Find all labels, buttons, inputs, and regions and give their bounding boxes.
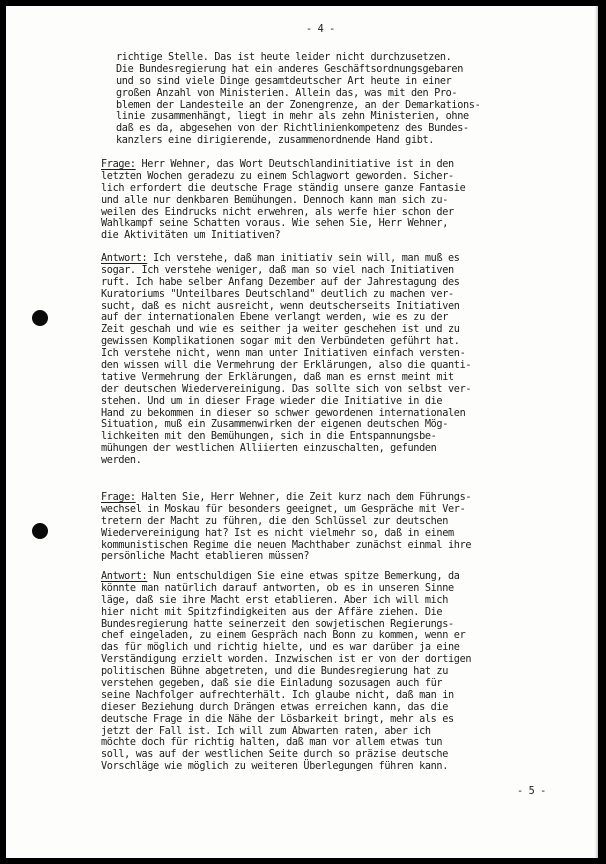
text-line: mühungen der westlichen Alliierten einzuschalten, gefunden — [101, 443, 437, 455]
text-line: politischen Bühne abgetreten, und die Bundesregierung hat zu — [101, 666, 449, 678]
text-line: möchte doch für richtig halten, daß man vor allem etwas tun — [101, 737, 443, 749]
text-line: Wiedervereinigung hat? Ist es nicht vielmehr so, daß in einem — [101, 527, 454, 539]
text-line: Zeit geschah und wie es seither ja weiter geschehen ist und zu — [101, 324, 460, 336]
speaker-label: Frage: — [101, 492, 136, 503]
text-line: weilen des Eindrucks nicht erwehren, als werfe hier schon der — [101, 206, 454, 218]
speaker-label: Antwort: — [101, 571, 148, 582]
text-line — [101, 159, 465, 171]
page-number: - 4 - — [306, 24, 335, 35]
text-line-rest: Herr Wehner, das Wort Deutschlandinitiative ist in den — [135, 159, 454, 170]
text-line: verstehen gegeben, daß sie die Einladung sozusagen auch für — [101, 678, 443, 690]
text-line: den wissen will die Vermehrung der Erklärungen, also die quanti- — [101, 360, 472, 372]
paragraph-continuation — [116, 52, 480, 147]
text-line: linie zusammenhängt, liegt in mehr als zehn Ministerien, ohne — [116, 111, 469, 123]
text-line: soll, was auf der westlichen Seite durch so präzise deutsche — [101, 749, 449, 761]
text-line: Die Bundesregierung hat ein anderes Geschäftsordnungsgebaren — [116, 63, 464, 75]
paragraph-question-2 — [101, 492, 471, 563]
speaker-label: Frage: — [101, 159, 136, 170]
text-line: wechsel in Moskau für besonders geeignet, um Gespräche mit Ver- — [101, 503, 466, 515]
text-line-rest: Nun entschuldigen Sie eine etwas spitze Bemerkung, da — [147, 571, 460, 582]
text-line: Wahlkampf seine Schatten voraus. Wie sehen Sie, Herr Wehner, — [101, 218, 449, 230]
text-line: blemen der Landesteile an der Zonengrenze, an der Demarkations- — [116, 99, 481, 111]
text-line: stehen. Und um in dieser Frage wieder die Initiative in die — [101, 395, 443, 407]
text-line: Verständigung erzielt worden. Inzwischen ist er von der dortigen — [101, 654, 472, 666]
text-line: chef eingeladen, zu einem Gespräch nach Bonn zu kommen, wenn er — [101, 630, 466, 642]
text-line: daß es da, abgesehen von der Richtlinienkompetenz des Bundes- — [116, 123, 469, 135]
text-line: seine Nachfolger aufrechterhält. Ich glaube nicht, daß man in — [101, 689, 454, 701]
text-line: kommunistischen Regime die neuen Machthaber zunächst einmal ihre — [101, 539, 472, 551]
paragraph-answer-1 — [101, 253, 471, 467]
text-line: hier nicht mit Spitzfindigkeiten aus der Affäre ziehen. Die — [101, 606, 443, 618]
speaker-label: Antwort: — [101, 253, 148, 264]
page-edge-shadow — [595, 6, 598, 858]
text-line: Hand zu bekommen in dieser so schwer gewordenen internationalen — [101, 407, 466, 419]
text-line — [101, 253, 471, 265]
text-line: tretern der Macht zu führen, die den Schlüssel zur deutschen — [101, 515, 449, 527]
text-line: der deutschen Wiedervereinigung. Das sollte sich von selbst ver- — [101, 383, 472, 395]
text-line: jetzt der Fall ist. Ich will zum Abwarten raten, aber ich — [101, 725, 431, 737]
punch-hole-lower — [32, 523, 48, 539]
text-line: läge, daß sie ihre Macht erst etablieren. Aber ich will mich — [101, 594, 449, 606]
text-line: gewissen Komplikationen sogar mit den Verbündeten geführt hat. — [101, 336, 460, 348]
text-line: und so sind viele Dinge gesamtdeutscher Art heute in einer — [116, 75, 452, 87]
text-line: richtige Stelle. Das ist heute leider nicht durchzusetzen. — [116, 52, 452, 63]
text-line: die Aktivitäten um Initiativen? — [101, 230, 281, 242]
paragraph-question-1 — [101, 159, 465, 242]
text-line: großen Anzahl von Ministerien. Allein das, was mit den Pro- — [116, 87, 458, 99]
text-line: und alle nur denkbaren Bemühungen. Dennoch kann man sich zu- — [101, 194, 449, 206]
text-line — [101, 492, 471, 504]
text-line: Kuratoriums "Unteilbares Deutschland" deutlich zu machen ver- — [101, 288, 454, 300]
text-line: Vorschläge wie möglich zu weiteren Überlegungen führen kann. — [101, 761, 449, 773]
text-line: lich erfordert die deutsche Frage ständig unsere ganze Fantasie — [101, 182, 466, 194]
text-line: letzten Wochen geradezu zu einem Schlagwort geworden. Sicher- — [101, 170, 454, 182]
text-line: Ich verstehe nicht, wenn man unter Initiativen einfach versten- — [101, 348, 466, 360]
text-line: dieser Beziehung durch Drängen etwas erreichen kann, das die — [101, 701, 449, 713]
document-page — [6, 6, 598, 858]
text-line: werden. — [101, 455, 142, 467]
text-line: deutsche Frage in die Nähe der Lösbarkeit bringt, mehr als es — [101, 713, 454, 725]
text-line: sogar. Ich verstehe weniger, daß man so viel nach Initiativen — [101, 264, 454, 276]
text-line: Bundesregierung hatte seinerzeit den sowjetischen Regierungs- — [101, 618, 454, 630]
text-line: auf der internationalen Ebene verlangt werden, wie es zu der — [101, 312, 449, 324]
text-line: ruft. Ich habe selber Anfang Dezember auf der Jahrestagung des — [101, 276, 460, 288]
text-line: könnte man natürlich darauf antworten, ob es in unseren Sinne — [101, 582, 454, 594]
next-page-number: - 5 - — [517, 786, 546, 797]
text-line: persönliche Macht etablieren müssen? — [101, 551, 310, 563]
text-line: lichkeiten mit den Bemühungen, sich in die Entspannungsbe- — [101, 431, 437, 443]
text-line-rest: Halten Sie, Herr Wehner, die Zeit kurz nach dem Führungs- — [135, 492, 472, 503]
text-line — [101, 571, 471, 583]
text-line: sucht, daß es nicht ausreicht, wenn deutscherseits Initiativen — [101, 300, 460, 312]
text-line: das für möglich und richtig hielte, und es war darüber ja eine — [101, 642, 460, 654]
punch-hole-upper — [32, 310, 48, 326]
text-line-rest: Ich verstehe, daß man initiativ sein will, man muß es — [147, 253, 460, 264]
text-line: Situation, muß ein Zusammenwirken der eigenen deutschen Mög- — [101, 419, 449, 431]
text-line: tative Vermehrung der Erklärungen, daß man es ernst meint mit — [101, 371, 454, 383]
text-line: kanzlers eine dirigierende, zusammenordnende Hand gibt. — [116, 135, 435, 147]
paragraph-answer-2 — [101, 571, 471, 773]
